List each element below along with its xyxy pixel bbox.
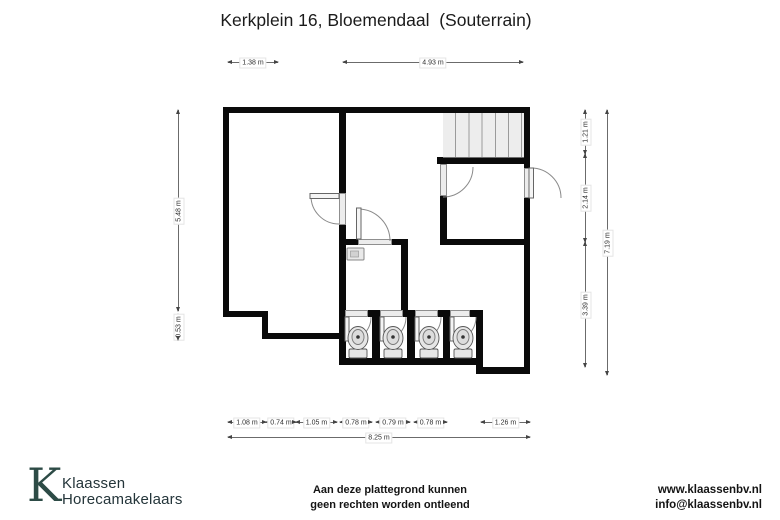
door-swing bbox=[357, 208, 391, 241]
dimension-label: 7.19 m bbox=[602, 229, 613, 256]
logo-text bbox=[62, 476, 183, 507]
door-threshold bbox=[440, 164, 447, 196]
dimension-label: 5.48 m bbox=[173, 197, 184, 224]
wall-stall-stub-3 bbox=[438, 310, 450, 317]
dimension-label: 1.08 m bbox=[233, 417, 260, 428]
wall-stalls-right bbox=[476, 310, 483, 374]
dimension-label: 0.79 m bbox=[379, 417, 406, 428]
dimension-label: 2.14 m bbox=[580, 184, 591, 211]
dimension-left-1 bbox=[175, 110, 182, 311]
logo-k-icon: K bbox=[27, 458, 62, 512]
sink-icon bbox=[347, 248, 364, 260]
dimension-right-1 bbox=[582, 110, 589, 154]
door-swing bbox=[310, 194, 339, 225]
dimension-bottom-6 bbox=[414, 419, 447, 426]
door-threshold bbox=[358, 239, 392, 245]
wall-midroom-top-left bbox=[339, 239, 359, 245]
dimension-top-1 bbox=[228, 59, 278, 66]
wall-midroom-left bbox=[339, 239, 346, 365]
wall-bottom-left bbox=[262, 333, 346, 339]
wall-exterior-right-lower bbox=[524, 198, 530, 374]
dimension-bottom-5 bbox=[376, 419, 410, 426]
email-text: info@klaassenbv.nl bbox=[655, 499, 762, 511]
disclaimer-text bbox=[250, 483, 530, 513]
disclaimer-line1: Aan deze plattegrond kunnen bbox=[312, 484, 467, 496]
door-threshold bbox=[345, 310, 368, 317]
dimension-right-3 bbox=[582, 242, 589, 367]
dimension-right-total bbox=[604, 110, 611, 375]
dimension-bottom-4 bbox=[340, 419, 372, 426]
logo-line1: Klaassen bbox=[62, 475, 126, 492]
wall-bottom-right bbox=[476, 367, 530, 374]
contact-info bbox=[655, 483, 762, 513]
dimension-label: 0.78 m bbox=[342, 417, 369, 428]
dimension-label: 1.38 m bbox=[239, 57, 266, 68]
toilet-icon bbox=[453, 327, 473, 359]
website-text: www.klaassenbv.nl bbox=[657, 484, 762, 496]
dimension-left-2 bbox=[175, 314, 182, 340]
wall-stall-divider-1 bbox=[372, 317, 380, 359]
dimension-label: 0.53 m bbox=[173, 313, 184, 340]
wall-stall-divider-2 bbox=[407, 317, 415, 359]
dimension-label: 8.25 m bbox=[365, 432, 392, 443]
toilet-icon bbox=[383, 327, 403, 359]
dimension-label: 1.05 m bbox=[303, 417, 330, 428]
dimension-top-2 bbox=[343, 59, 523, 66]
dimension-bottom-3 bbox=[296, 419, 337, 426]
door-threshold bbox=[524, 168, 530, 198]
dimension-label: 1.26 m bbox=[492, 417, 519, 428]
wall-stairroom-left bbox=[440, 196, 447, 245]
door-swing bbox=[415, 317, 441, 341]
dimension-bottom-7 bbox=[481, 419, 530, 426]
dimension-label: 1.21 m bbox=[580, 118, 591, 145]
logo-line2: Horecamakelaars bbox=[62, 490, 183, 508]
wall-middle-upper bbox=[339, 107, 346, 193]
wall-stairroom-bottom bbox=[440, 239, 530, 245]
dimension-right-2 bbox=[582, 154, 589, 242]
door-threshold bbox=[339, 193, 346, 225]
stairs bbox=[443, 113, 524, 158]
wall-middle-lower bbox=[339, 225, 346, 239]
door-threshold bbox=[415, 310, 438, 317]
dimension-label: 0.74 m bbox=[267, 417, 294, 428]
door-swing bbox=[443, 167, 473, 197]
wall-stalls-bottom bbox=[339, 358, 483, 365]
door-swing bbox=[380, 317, 406, 341]
dimension-label: 0.78 m bbox=[417, 417, 444, 428]
toilet-icon bbox=[348, 327, 368, 359]
dimension-bottom-total bbox=[228, 434, 530, 441]
wall-stall-divider-3 bbox=[443, 317, 450, 359]
door-swing bbox=[450, 317, 476, 341]
wall-exterior-left bbox=[223, 107, 229, 314]
toilet-icon bbox=[419, 327, 439, 359]
door-swing bbox=[345, 317, 371, 341]
wall-midroom-right bbox=[401, 239, 408, 310]
door-swing bbox=[529, 168, 561, 198]
dimension-bottom-2 bbox=[266, 419, 296, 426]
wall-stall-stub-1 bbox=[368, 310, 380, 317]
wall-stall-stub-2 bbox=[403, 310, 415, 317]
door-threshold bbox=[380, 310, 403, 317]
wall-under-stairs bbox=[437, 157, 530, 164]
page-title: Kerkplein 16, Bloemendaal (Souterrain) bbox=[220, 10, 532, 30]
disclaimer-line2: geen rechten worden ontleend bbox=[310, 499, 470, 511]
door-threshold bbox=[450, 310, 470, 317]
dimension-label: 4.93 m bbox=[419, 57, 446, 68]
dimension-bottom-1 bbox=[228, 419, 266, 426]
dimension-label: 3.39 m bbox=[580, 291, 591, 318]
